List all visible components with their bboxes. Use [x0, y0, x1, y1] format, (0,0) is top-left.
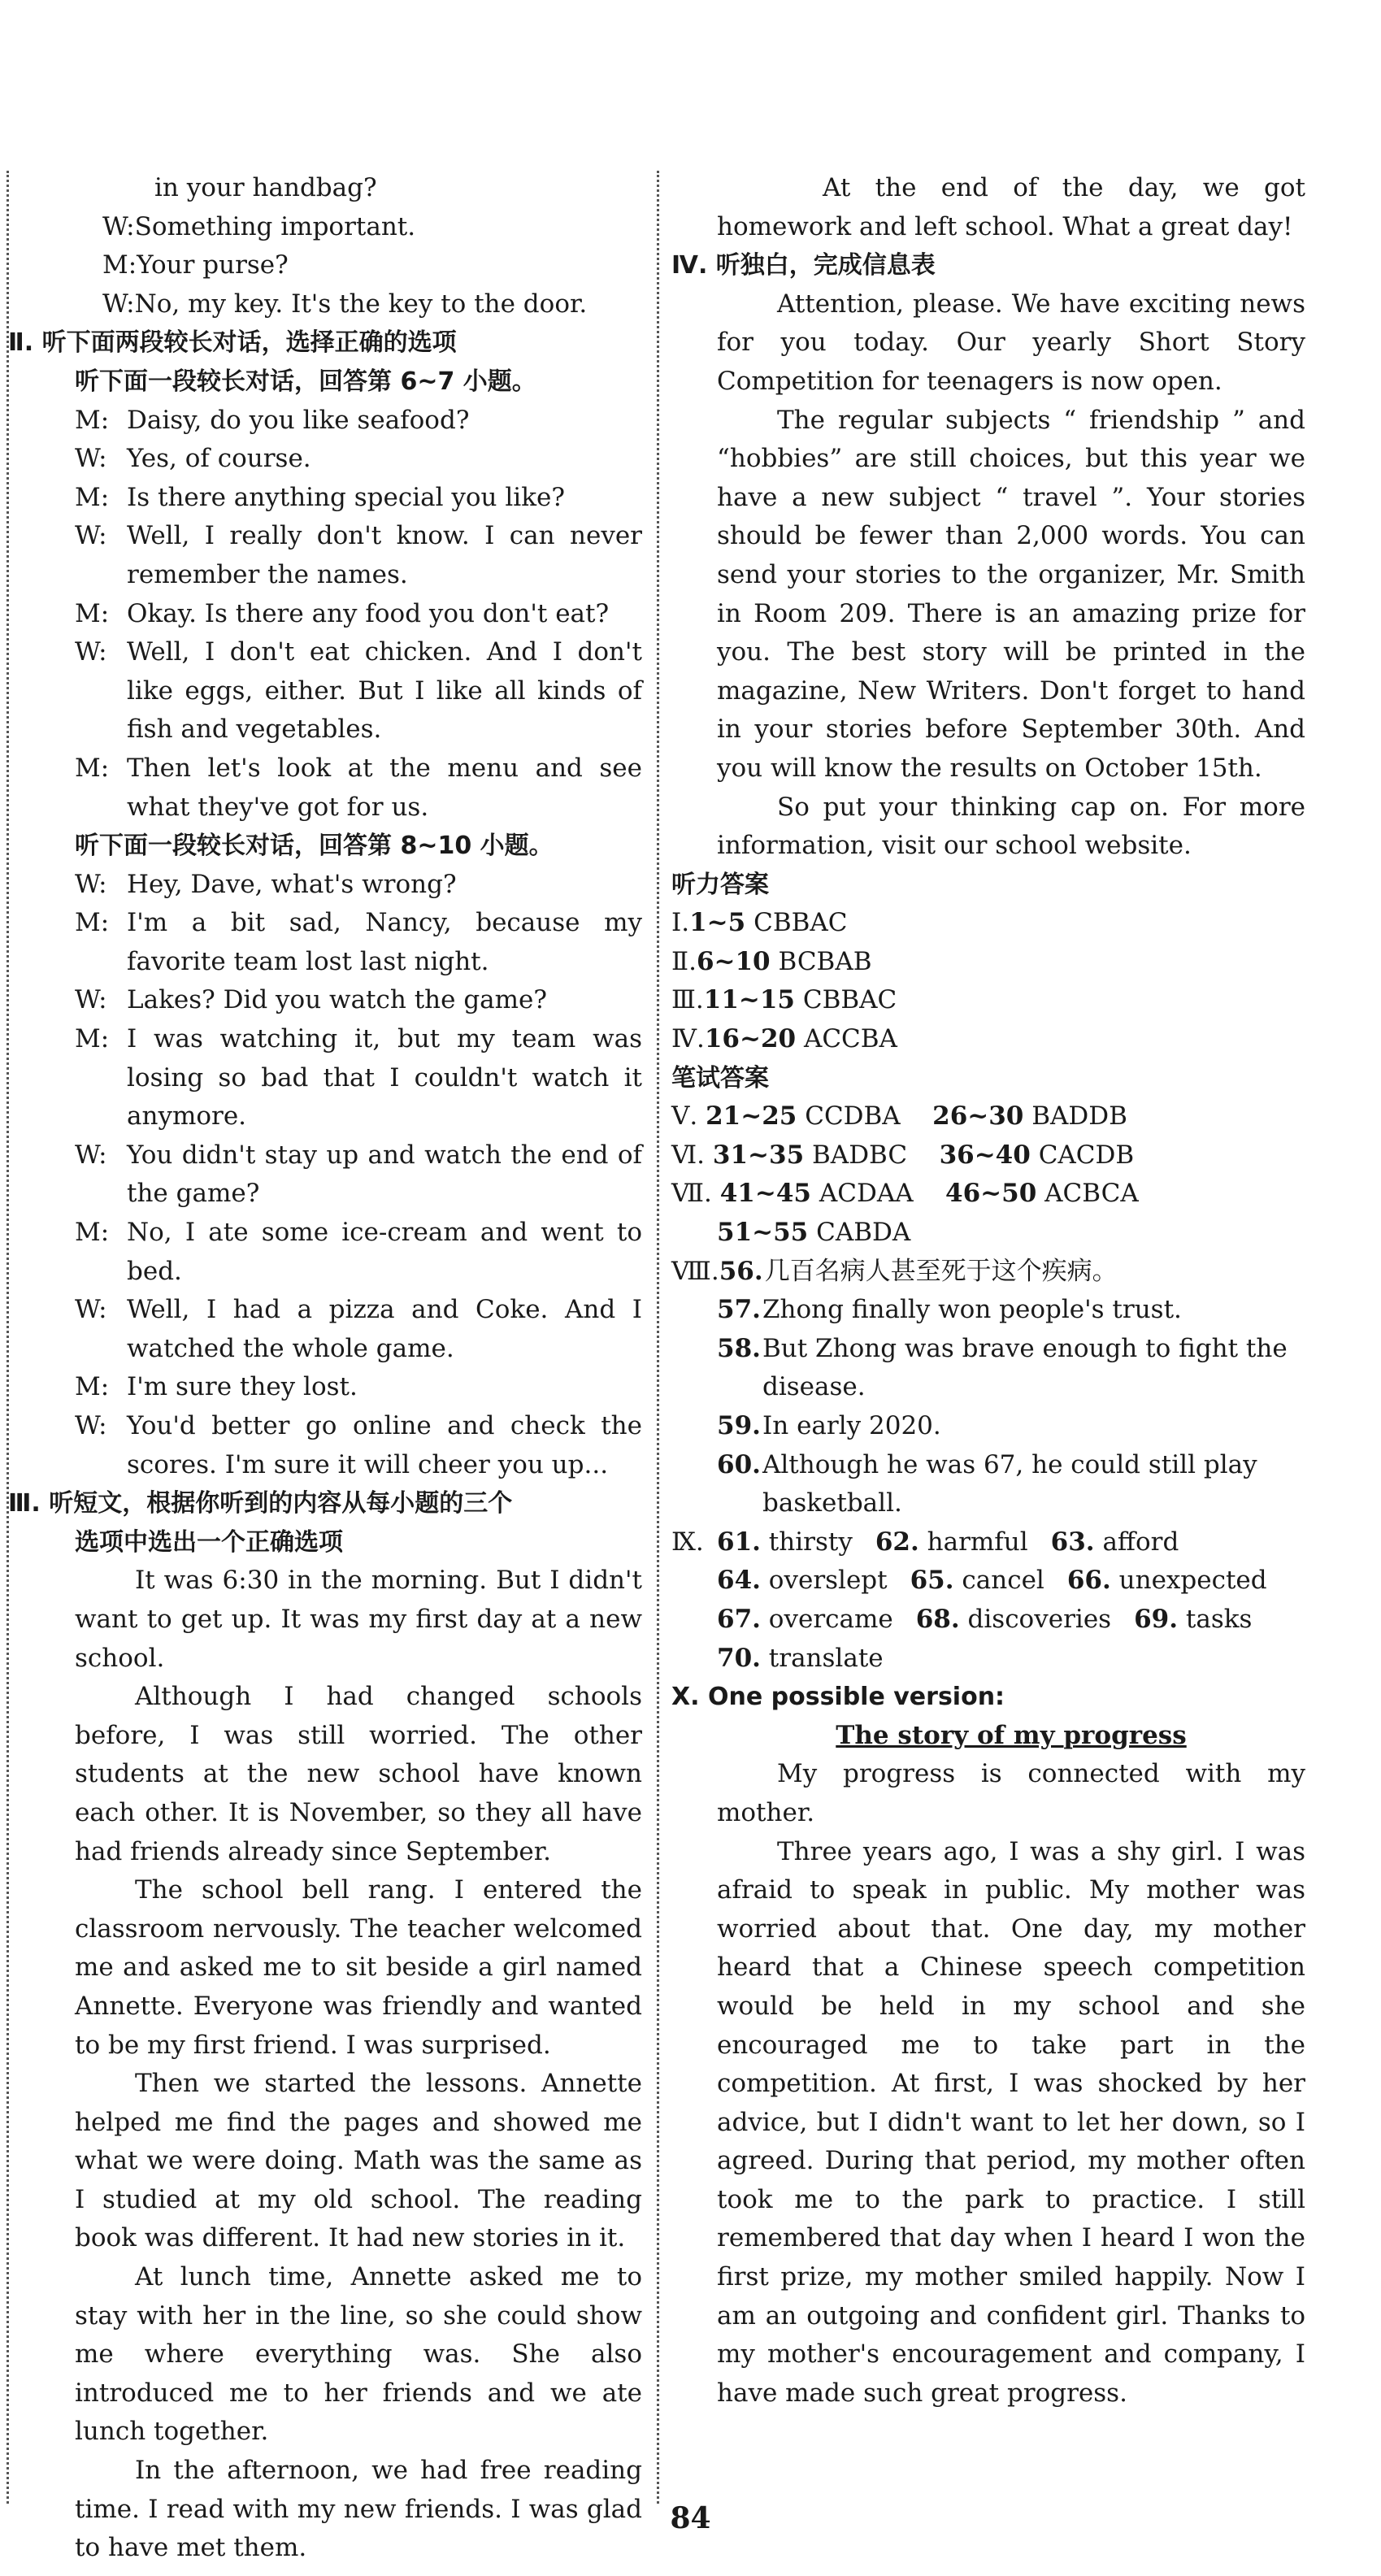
answer-cell: [875, 1523, 1028, 1562]
range: 16~20: [704, 1024, 797, 1054]
dialogue-2: [0, 866, 642, 1485]
speaker-label: M:: [75, 753, 110, 783]
range: 1~5: [689, 908, 746, 938]
paragraph: The regular subjects “ friendship ” and “hobbies” are still choices, but this year we have a new subject “ travel ”. Your stories should be fewer than 2,000 words. You can send your stories to the organizer, Mr. Smith in Room 209. There is an amazing prize for you. The best story will be printed in the magazine, New Writers. Don't forget to hand in your stories before September 30th. And you will know the results on October 15th.: [717, 405, 1305, 783]
dialogue-text: Well, I don't eat chicken. And I don't like eggs, either. But I like all kinds of fish and vegetables.: [127, 637, 642, 745]
item-text: Although he was 67, he could still play basketball.: [762, 1449, 1257, 1518]
range: 21~25: [706, 1101, 797, 1132]
dialogue-text: Yes, of course.: [127, 444, 311, 474]
paragraph: My progress is connected with my mother.: [717, 1759, 1305, 1827]
range: 11~15: [703, 985, 796, 1015]
item-number: 58.: [717, 1333, 761, 1363]
cont-line: W:Something important.: [102, 211, 416, 241]
roman-numeral: Ⅳ.: [671, 1024, 705, 1054]
dialogue-line: [0, 904, 642, 981]
item-number: 59.: [717, 1411, 761, 1440]
item-number: 61.: [717, 1527, 761, 1557]
answer-row-5: Ⅴ. 21~25 CCDBA 26~30 BADDB: [671, 1101, 1127, 1132]
dialogue-text: I was watching it, but my team was losing so bad that I couldn't watch it anymore.: [127, 1024, 642, 1132]
dialogue-line: [0, 402, 642, 441]
dialogue-line: [0, 479, 642, 518]
item-text: Zhong finally won people's trust.: [762, 1295, 1182, 1325]
dialogue-text: No, I ate some ice-cream and went to bed.: [127, 1218, 642, 1286]
dialogue-line: [0, 517, 642, 594]
range: 26~30: [932, 1101, 1024, 1132]
dialogue-text: You didn't stay up and watch the end of the game?: [127, 1140, 642, 1209]
answer-cell: [717, 1523, 853, 1562]
answer-item: [671, 1253, 1305, 1292]
roman-numeral: Ⅲ.: [671, 985, 704, 1015]
dialogue-line: [0, 1020, 642, 1136]
roman-numeral: Ⅸ.: [671, 1527, 704, 1557]
roman-numeral: Ⅷ.: [671, 1256, 719, 1286]
speaker-label: M:: [75, 1024, 110, 1054]
dialogue-text: Is there anything special you like?: [127, 482, 565, 512]
range: 46~50: [945, 1179, 1037, 1209]
answer-row: [671, 1640, 1305, 1679]
speaker-label: W:: [75, 1140, 107, 1170]
item-text: afford: [1102, 1527, 1179, 1557]
paragraph: The school bell rang. I entered the classroom nervously. The teacher welcomed me and asked me to sit beside a girl named Annette. Everyone was friendly and wanted to be my first friend. I was surprised.: [75, 1875, 642, 2060]
section-4-title: Ⅳ. 听独白，完成信息表: [671, 251, 936, 280]
answer-row: [671, 1020, 1305, 1059]
answer-cell: [1051, 1523, 1179, 1562]
cont-line: M:Your purse?: [102, 250, 289, 280]
item-text: discoveries: [967, 1604, 1112, 1634]
answer-item: [671, 1291, 1305, 1330]
essay-text: [671, 1755, 1305, 2413]
item-text: translate: [768, 1643, 884, 1673]
answers: CBBAC: [802, 985, 897, 1015]
roman-numeral: Ⅱ.: [671, 946, 697, 976]
speaker-label: W:: [75, 1295, 107, 1325]
range: 36~40: [939, 1140, 1031, 1170]
dialogue-text: I'm sure they lost.: [127, 1372, 358, 1402]
paragraph: Although I had changed schools before, I was still worried. The other students at the new school have known each other. It is November, so they all have had friends already since September.: [75, 1682, 642, 1866]
paragraph: In the afternoon, we had free reading time. I read with my new friends. I was glad to have met them.: [75, 2456, 642, 2563]
item-number: 63.: [1050, 1527, 1095, 1557]
dialogue-line: [0, 749, 642, 827]
dialogue-text: You'd better go online and check the scores. I'm sure it will cheer you up...: [127, 1411, 642, 1479]
listening-answers-title: 听力答案: [671, 870, 769, 899]
answer-row-7: Ⅶ. 41~45 ACDAA 46~50 ACBCA: [671, 1179, 1139, 1209]
item-text: thirsty: [768, 1527, 853, 1557]
range: 51~55: [717, 1218, 809, 1248]
item-number: 70.: [717, 1643, 761, 1673]
page-number: 84: [670, 2501, 711, 2535]
item-number: 62.: [875, 1527, 919, 1557]
item-text: harmful: [927, 1527, 1028, 1557]
right-column: [671, 169, 1305, 2413]
dialogue-line: [0, 1136, 642, 1214]
answer-item: [671, 1407, 1305, 1446]
item-text: overcame: [768, 1604, 893, 1634]
answers: CBBAC: [753, 908, 848, 938]
dialogue-text: Daisy, do you like seafood?: [127, 405, 470, 435]
spacer: [671, 1562, 717, 1601]
spacer: [671, 1446, 717, 1523]
item-text: 几百名病人甚至死于这个疾病。: [764, 1256, 1118, 1286]
item-number: 57.: [717, 1295, 761, 1325]
answer-cell: [717, 1601, 893, 1640]
speaker-label: M:: [75, 1372, 110, 1402]
answer-row: [671, 1562, 1305, 1601]
speaker-label: W:: [75, 985, 107, 1015]
item-number: 65.: [910, 1566, 954, 1596]
dialogue-1: [0, 402, 642, 828]
cont-line: in your handbag?: [154, 173, 377, 202]
answer-item: [671, 1446, 1305, 1523]
answer-row: [671, 1601, 1305, 1640]
speaker-label: W:: [75, 637, 107, 667]
spacer: [671, 1330, 717, 1407]
dialogue-line: [0, 1291, 642, 1368]
written-answers-title: 笔试答案: [671, 1063, 769, 1093]
answer-section-9: [671, 1523, 1305, 1678]
spacer: [671, 1291, 717, 1330]
speaker-label: W:: [75, 869, 107, 899]
answer-cell: [717, 1640, 884, 1679]
answers: ACCBA: [803, 1024, 897, 1054]
section-2-sub2: 听下面一段较长对话，回答第 8~10 小题。: [75, 832, 554, 861]
answer-cell: [910, 1562, 1044, 1601]
dialogue-line: [0, 595, 642, 634]
item-number: 68.: [915, 1604, 960, 1634]
paragraph: It was 6:30 in the morning. But I didn't want to get up. It was my first day at a new school.: [75, 1566, 642, 1673]
item-text: In early 2020.: [762, 1411, 941, 1440]
monologue-text: [671, 285, 1305, 866]
item-text: But Zhong was brave enough to fight the disease.: [762, 1333, 1288, 1402]
dialogue-line: [0, 1407, 642, 1484]
paragraph: Then we started the lessons. Annette helped me find the pages and showed me what we were doing. Math was the same as I studied at my old school. The reading book was different. It had new stories in it.: [75, 2069, 642, 2253]
section-3-title: Ⅲ. 听短文，根据你听到的内容从每小题的三个: [8, 1489, 513, 1518]
roman-numeral: Ⅰ.: [671, 908, 690, 938]
essay-title: The story of my progress: [836, 1720, 1187, 1750]
paragraph: Attention, please. We have exciting news for you today. Our yearly Short Story Competition for teenagers is now open.: [717, 289, 1305, 396]
paragraph: So put your thinking cap on. For more information, visit our school website.: [717, 792, 1305, 861]
dialogue-line: [0, 633, 642, 749]
speaker-label: W:: [75, 444, 107, 474]
item-text: cancel: [962, 1566, 1044, 1596]
paragraph: Three years ago, I was a shy girl. I was afraid to speak in public. My mother was worried about that. One day, my mother heard that a Chinese speech competition would be held in my school and she encouraged me to take part in the competition. At first, I was shocked by her advice, but I didn't want to let her down, so I agreed. During that period, my mother often took me to the park to practice. I still remembered that day when I heard I won the first prize, my mother smiled happily. Now I am an outgoing and confident girl. Thanks to my mother's encouragement and company, I have made such great progress.: [717, 1836, 1305, 2408]
story-text: [0, 1562, 642, 2567]
item-text: overslept: [768, 1566, 888, 1596]
item-number: 60.: [717, 1449, 761, 1479]
item-text: unexpected: [1118, 1566, 1267, 1596]
dialogue-text: Then let's look at the menu and see what they've got for us.: [127, 753, 642, 822]
answer-cell: [916, 1601, 1111, 1640]
speaker-label: M:: [75, 405, 110, 435]
answer-row: [671, 904, 1305, 943]
section-3-title-cont: 选项中选出一个正确选项: [75, 1527, 343, 1557]
answer-row: [671, 981, 1305, 1020]
item-number: 69.: [1134, 1604, 1179, 1634]
dialogue-line: [0, 1214, 642, 1291]
answer-cell: [1067, 1562, 1267, 1601]
dialogue-line: [0, 866, 642, 905]
dialogue-text: Well, I really don't know. I can never remember the names.: [127, 521, 642, 589]
dialogue-line: [0, 1368, 642, 1407]
spacer: [671, 1407, 717, 1446]
cont-line: W:No, my key. It's the key to the door.: [102, 289, 588, 319]
speaker-label: W:: [75, 1411, 107, 1440]
range: 31~35: [712, 1140, 805, 1170]
answer-cell: [1134, 1601, 1252, 1640]
answers: BCBAB: [778, 946, 872, 976]
range: 41~45: [719, 1179, 811, 1209]
speaker-label: W:: [75, 521, 107, 551]
dialogue-line: [0, 981, 642, 1020]
section-2-sub1: 听下面一段较长对话，回答第 6~7 小题。: [75, 367, 536, 396]
answer-row: [671, 1523, 1305, 1562]
spacer: [671, 1640, 717, 1679]
dialogue-line: [0, 440, 642, 479]
answer-row-7b: 51~55 CABDA: [717, 1218, 911, 1248]
speaker-label: M:: [75, 482, 110, 512]
item-number: 67.: [717, 1604, 761, 1634]
speaker-label: M:: [75, 598, 110, 628]
answer-row-6: Ⅵ. 31~35 BADBC 36~40 CACDB: [671, 1140, 1135, 1170]
left-column: [0, 169, 642, 2568]
column-divider: [657, 171, 659, 2504]
dialogue-text: Lakes? Did you watch the game?: [127, 985, 548, 1015]
listening-answers: [671, 904, 1305, 1058]
answer-section-8: [671, 1253, 1305, 1523]
dialogue-text: Hey, Dave, what's wrong?: [127, 869, 457, 899]
answer-row: [671, 943, 1305, 982]
item-number: 66.: [1066, 1566, 1111, 1596]
section-2-title: Ⅱ. 听下面两段较长对话，选择正确的选项: [8, 328, 457, 358]
section-10-title: Ⅹ. One possible version:: [671, 1683, 1005, 1712]
item-number: 64.: [717, 1566, 761, 1596]
answer-cell: [717, 1562, 888, 1601]
speaker-label: M:: [75, 1218, 110, 1248]
range: 6~10: [696, 946, 771, 976]
speaker-label: M:: [75, 908, 110, 938]
item-text: tasks: [1185, 1604, 1253, 1634]
answer-item: [671, 1330, 1305, 1407]
item-number: 56.: [719, 1256, 763, 1286]
story-ending: At the end of the day, we got homework and left school. What a great day!: [717, 173, 1305, 241]
paragraph: At lunch time, Annette asked me to stay with her in the line, so she could show me where everything was. She also introduced me to her friends and we ate lunch together.: [75, 2262, 642, 2447]
dialogue-text: Okay. Is there any food you don't eat?: [127, 598, 610, 628]
dialogue-text: I'm a bit sad, Nancy, because my favorite team lost last night.: [127, 908, 642, 976]
spacer: [671, 1601, 717, 1640]
dialogue-text: Well, I had a pizza and Coke. And I watched the whole game.: [127, 1295, 642, 1363]
